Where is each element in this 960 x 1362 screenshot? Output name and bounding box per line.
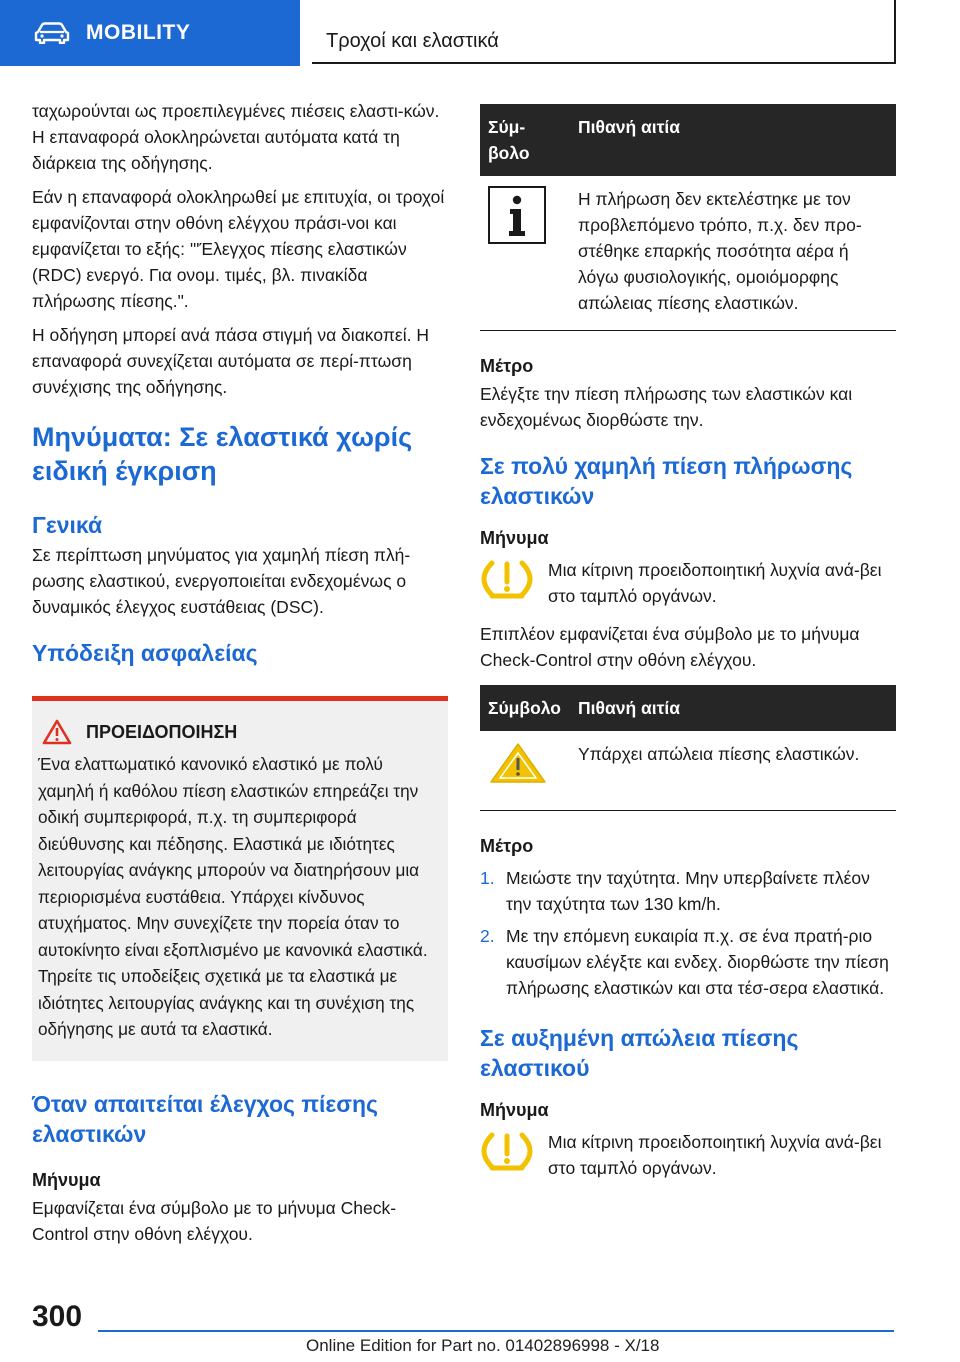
page-number: 300 xyxy=(32,1300,83,1333)
heading-measure-2: Μέτρο xyxy=(480,836,534,856)
list-item xyxy=(480,865,896,917)
right-column xyxy=(480,104,896,1193)
cause-text: Υπάρχει απώλεια πίεσης ελαστικών. xyxy=(570,731,896,811)
section-label: MOBILITY xyxy=(86,21,191,44)
warning-box xyxy=(32,696,448,1061)
cause-table-2 xyxy=(480,685,896,811)
footer-divider xyxy=(98,1330,894,1332)
info-icon xyxy=(488,186,546,244)
intro-paragraph-1: ταχωρούνται ως προεπιλεγμένες πιέσεις ελαστι-κών. Η επαναφορά ολοκληρώνεται αυτόματα κατά τη διάρκεια της οδήγησης. xyxy=(32,101,440,173)
table-header-cause: Πιθανή αιτία xyxy=(570,685,896,731)
warning-triangle-icon xyxy=(42,719,72,745)
steps-list xyxy=(480,865,896,1001)
heading-check-required: Όταν απαιτείται έλεγχος πίεσης ελαστικών xyxy=(32,1090,379,1147)
section-tab xyxy=(0,0,300,66)
message-2-text: Μια κίτρινη προειδοποιητική λυχνία ανά-βει στο ταμπλό οργάνων. xyxy=(548,1132,882,1178)
edition-text: Online Edition for Part no. 01402896998 - X/18 xyxy=(306,1336,660,1355)
list-item xyxy=(480,923,896,1001)
warning-title: ΠΡΟΕΙΔΟΠΟΙΗΣΗ xyxy=(86,721,238,742)
table-row xyxy=(480,176,896,331)
tpms-warning-icon xyxy=(480,1129,534,1173)
car-icon xyxy=(34,22,70,44)
heading-very-low-pressure: Σε πολύ χαμηλή πίεση πλήρωσης ελαστικών xyxy=(480,453,853,509)
warning-header xyxy=(38,719,440,745)
message-1-text: Μια κίτρινη προειδοποιητική λυχνία ανά-βει στο ταμπλό οργάνων. xyxy=(548,560,882,606)
heading-message-2: Μήνυμα xyxy=(480,1100,549,1120)
table-header-symbol: Σύμ-βολο xyxy=(480,104,570,176)
step-number: 2. xyxy=(480,926,495,946)
page-footer xyxy=(0,1292,960,1362)
additional-paragraph: Επιπλέον εμφανίζεται ένα σύμβολο με το μήνυμα Check-Control στην οθόνη ελέγχου. xyxy=(480,624,860,670)
heading-increased-loss: Σε αυξημένη απώλεια πίεσης ελαστικού xyxy=(480,1025,799,1081)
page-header xyxy=(0,0,960,66)
heading-messages: Μηνύματα: Σε ελαστικά χωρίς ειδική έγκριση xyxy=(32,422,413,486)
heading-message: Μήνυμα xyxy=(32,1169,101,1190)
cause-table-1 xyxy=(480,104,896,331)
message-2 xyxy=(480,1129,896,1181)
intro-paragraph-3: Η οδήγηση μπορεί ανά πάσα στιγμή να διακοπεί. Η επαναφορά συνεχίζεται αυτόματα σε περί-πτωση συνέχισης της οδήγησης. xyxy=(32,325,429,397)
warning-triangle-icon xyxy=(488,741,548,785)
table-header-symbol: Σύμβολο xyxy=(480,685,570,731)
step-text: Με την επόμενη ευκαιρία π.χ. σε ένα πρατή-ριο καυσίμων ελέγξτε και ενδεχ. διορθώστε την πίεση πλήρωσης ελαστικών και στα τέσ-σερα ελαστικά. xyxy=(506,926,889,998)
table-header-cause: Πιθανή αιτία xyxy=(570,104,896,176)
chapter-title: Τροχοί και ελαστικά xyxy=(312,0,896,64)
general-paragraph: Σε περίπτωση μηνύματος για χαμηλή πίεση πλή-ρωσης ελαστικού, ενεργοποιείται ενδεχομένως ο δυναμικός έλεγχος ευστάθειας (DSC). xyxy=(32,545,411,617)
table-row xyxy=(480,731,896,811)
intro-paragraph-2: Εάν η επαναφορά ολοκληρωθεί με επιτυχία, οι τροχοί εμφανίζονται στην οθόνη ελέγχου πράσι-νοι και εμφανίζεται το εξής: '"Έλεγχος πίεσης ελαστικών (RDC) ενεργό. Για ονομ. τιμές, βλ. πινακίδα πλήρωσης πίεσης.". xyxy=(32,187,445,311)
measure-1-paragraph: Ελέγξτε την πίεση πλήρωσης των ελαστικών και ενδεχομένως διορθώστε την. xyxy=(480,384,853,430)
heading-safety: Υπόδειξη ασφαλείας xyxy=(32,640,258,666)
heading-measure-1: Μέτρο xyxy=(480,356,534,376)
check-paragraph: Εμφανίζεται ένα σύμβολο με το μήνυμα Check-Control στην οθόνη ελέγχου. xyxy=(32,1197,397,1244)
heading-message-1: Μήνυμα xyxy=(480,528,549,548)
warning-text: Ένα ελαττωματικό κανονικό ελαστικό με πολύ χαμηλή ή καθόλου πίεση ελαστικών επηρεάζει την οδική συμπεριφορά, π.χ. τη συμπεριφορά διεύθυνσης και πέδησης. Ελαστικά με ιδιότητες λειτουργίας ανάγκης μπορούν να διατηρήσουν μια περιορισμένα ευστάθεια. Υπάρχει κίνδυνος ατυχήματος. Μην συνεχίζετε την πορεία όταν το αυτοκίνητο είναι εξοπλισμένο με κανονικά ελαστικά. Τηρείτε τις υποδείξεις σχετικά με τα ελαστικά με ιδιότητες λειτουργίας ανάγκης και τη συνέχιση της οδήγησης με αυτά τα ελαστικά. xyxy=(38,754,428,1039)
step-number: 1. xyxy=(480,868,495,888)
cause-text: Η πλήρωση δεν εκτελέστηκε με τον προβλεπόμενο τρόπο, π.χ. δεν προ-στέθηκε επαρκής ποσότητα αέρα ή λόγω φυσιολογικής, ομοιόμορφης απώλειας πίεσης ελαστικών. xyxy=(570,176,896,331)
tpms-warning-icon xyxy=(480,557,534,601)
left-column xyxy=(32,98,448,1255)
step-text: Μειώστε την ταχύτητα. Μην υπερβαίνετε πλέον την ταχύτητα των 130 km/h. xyxy=(506,868,870,914)
message-1 xyxy=(480,557,896,609)
heading-general: Γενικά xyxy=(32,512,103,538)
